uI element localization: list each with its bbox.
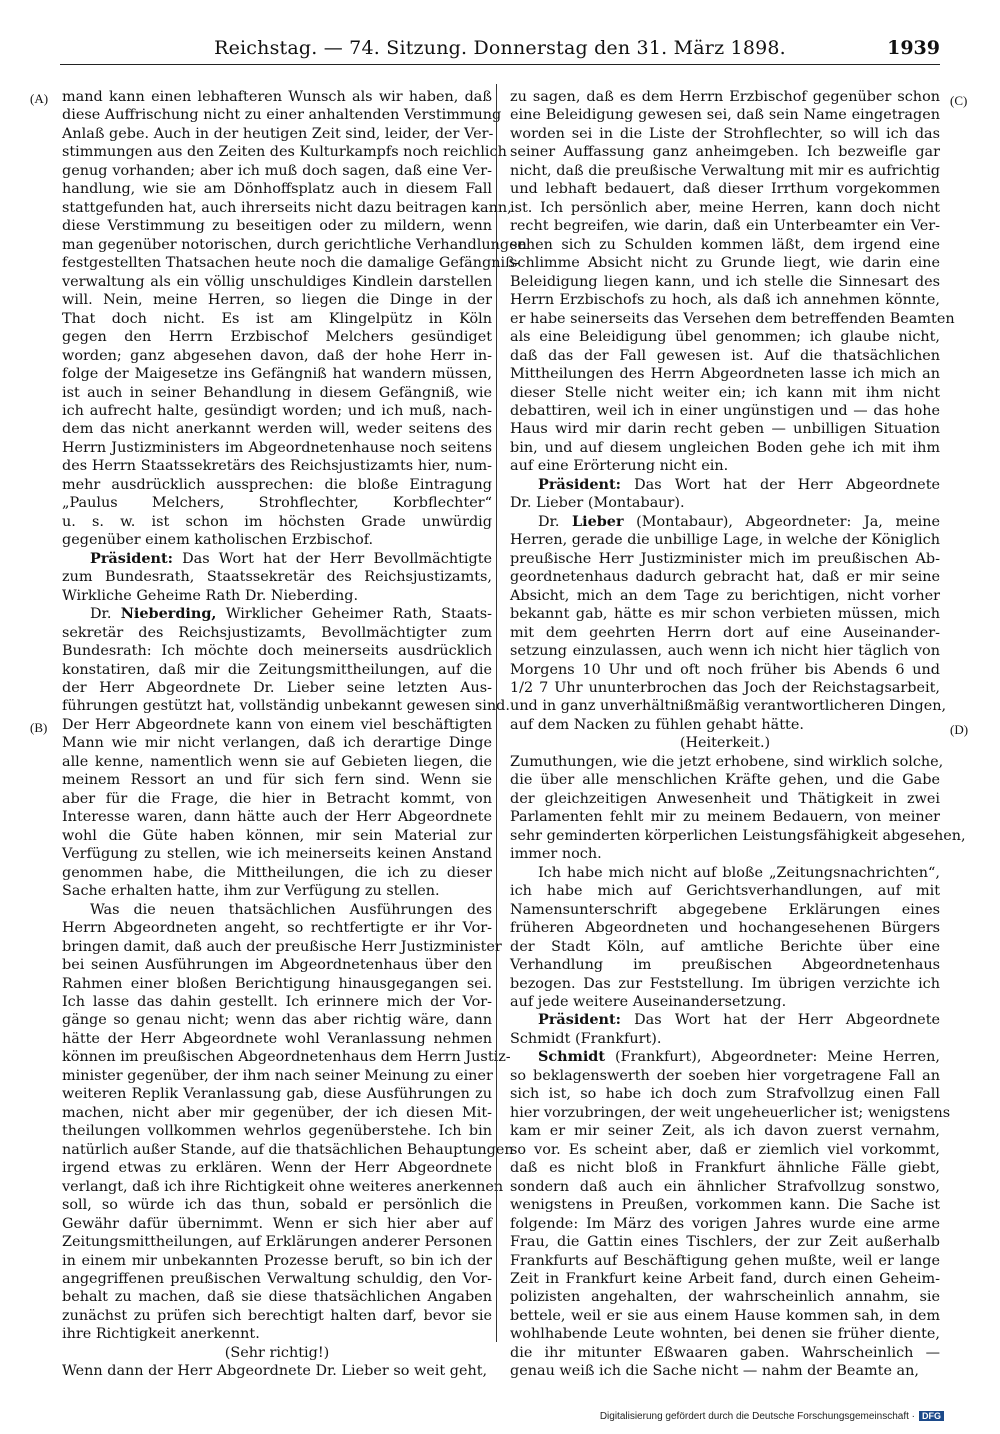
text-line: sehr geminderten körperlichen Leistungsfähigkeit abgesehen, (510, 827, 966, 844)
text-line: soll, so würde ich das thun, sobald er persönlich die (62, 1197, 492, 1214)
text-line: diese Verstimmung zu beseitigen oder zu mildern, wenn (62, 218, 492, 235)
text-line: des Herrn Staatssekretärs des Reichsjustizamts hier, num- (62, 458, 492, 475)
text-line: Gewähr dafür übernimmt. Wenn er sich hier aber auf (62, 1215, 492, 1232)
text-line: der gleichzeitigen Anwesenheit und Thätigkeit in zwei (510, 790, 940, 807)
text-line: Verhandlung im preußischen Abgeordnetenhaus (510, 957, 940, 974)
margin-marker-d: (D) (950, 722, 969, 737)
text-line: hier vorzubringen, der weit ungeheuerlicher ist; wenigstens (510, 1104, 951, 1121)
text-line: auf dem Nacken zu fühlen gehabt hätte. (510, 716, 804, 733)
text-line: führungen gestützt hat, vollständig unbekannt gewesen sind. (62, 698, 510, 715)
text-line: sich ist, so habe ich doch zum Strafvollzug einen Fall (510, 1086, 940, 1103)
text-line: zum Bundesrath, Staatssekretär des Reichsjustizamts, (62, 569, 492, 586)
text-line: verwaltung als ein völlig unschuldiges Kindlein darstellen (62, 273, 492, 290)
text-line: Zeitungsmittheilungen, auf Erklärungen anderer Personen (62, 1234, 492, 1251)
text-line: aber für die Frage, die hier in Betracht kommt, von (62, 790, 492, 807)
text-line: wohl die Güte haben können, mir sein Material zur (62, 827, 492, 844)
text-line: alle kenne, namentlich wenn sie auf Gebieten liegen, die (62, 753, 492, 770)
text-line: wohlhabende Leute wohnten, bei denen sie früher diente, (510, 1326, 940, 1343)
text-line: ich habe mich auf Gerichtsverhandlungen, auf mit (510, 883, 940, 900)
text-line: auf eine Erörterung nicht ein. (510, 458, 729, 475)
text-line: ist auch in seiner Behandlung in diesem Gefängniß, wie (62, 384, 492, 401)
text-line: ihre Richtigkeit anerkennt. (62, 1326, 260, 1343)
text-line: man gegenüber notorischen, durch gerichtliche Verhandlungen (62, 236, 527, 253)
text-line: die ihr mitunter Eßwaaren gaben. Wahrscheinlich — (510, 1344, 940, 1361)
text-line: sehen sich zu Schulden kommen läßt, dem irgend eine (510, 236, 940, 253)
margin-marker-c: (C) (950, 93, 968, 108)
text-line: Herrn Justizministers im Abgeordnetenhause noch seitens (62, 439, 492, 456)
text-line: Haus wird mir darin recht geben — unbilligen Situation (510, 421, 940, 438)
page-header-title: Reichstag. — 74. Sitzung. Donnerstag den 31. März 1898. (214, 37, 786, 59)
text-line: Dr. Nieberding, Wirklicher Geheimer Rath, Staats- (90, 605, 493, 623)
text-line: mehr ausdrücklich aussprechen: die bloße Eintragung (62, 476, 492, 493)
text-line: natürlich außer Stande, auf die thatsächlichen Behauptungen (62, 1141, 514, 1158)
text-line: bezogen. Das zur Feststellung. Im übrigen verzichte ich (510, 975, 940, 992)
text-line: Beleidigung liegen kann, und ich stelle die Sinnesart des (510, 273, 940, 290)
footer-credit (600, 1411, 944, 1422)
text-line: Wirkliche Geheime Rath Dr. Nieberding. (62, 587, 359, 604)
text-line: folge der Maigesetze ins Gefängniß hat wandern müssen, (62, 366, 492, 383)
text-line: Absicht, mich an dem Tage zu berichtigen, nicht vorher (510, 587, 940, 604)
text-line: Herrn Erzbischofs zu hoch, als daß ich annehmen könnte, (510, 292, 940, 309)
text-line: Der Herr Abgeordnete kann von einem viel beschäftigten (62, 716, 492, 733)
text-line: so vor. Es scheint aber, daß er ziemlich viel vorkommt, (510, 1141, 940, 1158)
text-line: handlung, wie sie am Dönhoffsplatz auch in diesem Fall (62, 181, 492, 198)
text-line: Schmidt (Frankfurt). (510, 1030, 662, 1047)
text-line: Rahmen einer bloßen Berichtigung hinausgegangen sei. (62, 975, 492, 992)
text-line: theilungen vollkommen wehrlos gegenüberstehe. Ich bin (62, 1123, 492, 1140)
text-line: dieser Stelle nicht weiter ein; ich kann mit ihm nicht (510, 384, 940, 401)
speaker-name: Schmidt (538, 1048, 606, 1066)
text-line: konstatiren, daß mir die Zeitungsmittheilungen, auf die (62, 661, 492, 678)
left-text-column (62, 88, 527, 1380)
text-line: Was die neuen thatsächlichen Ausführungen des (90, 901, 492, 918)
text-line: will. Nein, meine Herren, so liegen die Dinge in der (62, 292, 492, 309)
text-line: wenigstens in Preußen, vorkommen kann. Die Sache ist (510, 1197, 940, 1214)
text-line: und lebhaft bedauert, daß dieser Irrthum vorgekommen (510, 181, 940, 198)
margin-marker-b: (B) (30, 720, 48, 735)
text-line: bekannt gab, hätte es mir schon verbieten müssen, mich (510, 606, 940, 623)
text-line: Zeit in Frankfurt keine Arbeit fand, durch einen Geheim- (510, 1271, 940, 1287)
text-line: daß das der Fall gewesen ist. Auf die thatsächlichen (510, 347, 940, 364)
text-line: Dr. Lieber (Montabaur). (510, 495, 685, 512)
text-line: bin, und auf diesem ungleichen Boden gehe ich mit ihm (510, 439, 940, 456)
text-line: (Heiterkeit.) (679, 735, 771, 752)
text-line: Ich habe mich nicht auf bloße „Zeitungsnachrichten“, (538, 864, 940, 881)
right-text-column (510, 88, 966, 1380)
text-line: der Stadt Köln, auf amtliche Berichte über eine (510, 938, 940, 955)
text-line: immer noch. (510, 846, 602, 863)
text-line: „Paulus Melchers, Strohflechter, Korbflechter“ (62, 495, 492, 512)
text-line: verlangt, daß ich ihre Richtigkeit ohne weiteres anerkennen (62, 1178, 504, 1195)
speaker-name: Nieberding, (120, 605, 217, 623)
text-line: stimmungen aus den Zeiten des Kulturkampfs noch reichlich (62, 144, 507, 161)
text-line: folgende: Im März des vorigen Jahres wurde eine arme (510, 1215, 940, 1232)
margin-marker-a: (A) (30, 91, 49, 106)
text-line: als eine Beleidigung übel genommen; ich glaube nicht, (510, 329, 940, 346)
text-line: Ich lasse das dahin gestellt. Ich erinnere mich der Vor- (62, 993, 492, 1010)
footer-credit-text: Digitalisierung gefördert durch die Deutsche Forschungsgemeinschaft · (599, 1411, 915, 1422)
speaker-name: Präsident: (538, 1011, 621, 1029)
text-line: mand kann einen lebhafteren Wunsch als wir haben, daß (62, 89, 492, 105)
text-line: eine Beleidigung gewesen sei, daß sein Name eingetragen (510, 107, 940, 124)
text-line: kam er mir seiner Zeit, als ich davon zuerst vernahm, (510, 1123, 940, 1140)
text-line: That doch nicht. Es ist am Klingelpütz in Köln (62, 310, 492, 327)
text-line: die über alle menschlichen Kräfte gehen, und die Gabe (510, 772, 940, 789)
speaker-name: Präsident: (538, 475, 621, 493)
text-line: sekretär des Reichsjustizamts, Bevollmächtigter zum (62, 624, 492, 641)
text-line: geordnetenhaus dadurch gebracht hat, daß er mir seine (510, 569, 940, 586)
text-line: können im preußischen Abgeordnetenhaus dem Herrn Justiz- (62, 1049, 511, 1066)
text-line: angegriffenen preußischen Verwaltung schuldig, den Vor- (62, 1271, 492, 1287)
text-line: polizisten angehalten, der wahrscheinlich annahm, sie (510, 1289, 940, 1306)
text-line: seiner Auffassung ganz anheimgeben. Ich bezweifle gar (510, 144, 940, 161)
text-line: früheren Abgeordneten und hochangesehenen Bürgers (510, 920, 940, 937)
text-line: ist. Ich persönlich aber, meine Herren, kann doch nicht (510, 199, 940, 216)
text-line: machen, nicht aber mir gegenüber, der ich diesen Mit- (62, 1104, 492, 1121)
text-line: Mittheilungen des Herrn Abgeordneten lasse ich mich an (510, 366, 940, 383)
text-line: bringen damit, daß auch der preußische Herr Justizminister (62, 938, 502, 955)
text-line: recht begreifen, wie darin, daß ein Unterbeamter ein Ver- (510, 218, 940, 235)
page-number: 1939 (887, 37, 940, 59)
text-line: preußische Herr Justizminister mich im preußischen Ab- (510, 550, 940, 567)
text-line: Herrn Abgeordneten angeht, so rechtfertigte er ihr Vor- (62, 920, 492, 937)
text-line: ich aufrecht halte, gesündigt worden; und ich muß, nach- (62, 402, 492, 419)
text-line: Dr. Lieber (Montabaur), Abgeordneter: Ja, meine (538, 512, 940, 530)
text-line: Schmidt (Frankfurt), Abgeordneter: Meine Herren, (538, 1048, 940, 1066)
text-line: auf jede weitere Auseinandersetzung. (510, 993, 787, 1010)
text-line: Interesse waren, dann hätte auch der Herr Abgeordnete (62, 809, 492, 826)
text-line: debattiren, weil ich in einer ungünstigen und — das hohe (510, 402, 940, 419)
text-line: so beklagenswerth der soeben hier vorgetragene Fall an (510, 1067, 940, 1084)
text-line: der Herr Abgeordnete Dr. Lieber seine letzten Aus- (62, 680, 492, 696)
text-line: gänge so genau nicht; wenn das aber richtig wäre, dann (62, 1012, 492, 1029)
text-line: Frau, die Gattin eines Tischlers, der zur Zeit außerhalb (510, 1234, 940, 1251)
text-line: bettele, weil er sie aus einem Hause kommen sah, in dem (510, 1307, 940, 1324)
text-line: weiteren Replik Veranlassung gab, diese Ausführungen zu (62, 1086, 492, 1103)
text-line: genug vorhanden; aber ich muß doch sagen, daß eine Ver- (62, 162, 492, 179)
text-line: Sache erhalten hatte, ihm zur Verfügung zu stellen. (62, 883, 440, 900)
text-line: zunächst zu prüfen sich berechtigt halten darf, bevor sie (62, 1307, 492, 1324)
text-line: minister gegenüber, der ihm nach seiner Meinung zu einer (62, 1067, 493, 1084)
text-line: stattgefunden hat, auch ihrerseits nicht dazu beitragen kann, (62, 199, 512, 216)
text-line: daß es nicht bloß in Frankfurt ähnliche Fälle giebt, (510, 1160, 940, 1177)
text-line: irgend etwas zu erklären. Wenn der Herr Abgeordnete (62, 1160, 492, 1177)
text-line: schlimme Absicht nicht zu Grunde liegt, wie darin eine (510, 255, 940, 272)
text-line: behalt zu machen, daß sie diese thatsächlichen Angaben (62, 1289, 492, 1306)
text-line: sondern daß auch ein ähnlicher Strafvollzug sonstwo, (510, 1178, 940, 1195)
text-line: Morgens 10 Uhr und oft noch früher bis Abends 6 und (510, 661, 940, 678)
text-line: Anlaß gebe. Auch in der heutigen Zeit sind, leider, der Ver- (62, 125, 494, 142)
text-line: Parlamenten fehlt mir zu meinem Bedauern, von meiner (510, 809, 940, 826)
text-line: nicht, daß die preußische Verwaltung mit mir es aufrichtig (510, 162, 940, 179)
text-line: und in ganz unverhältnißmäßig verantwortlicheren Dingen, (510, 698, 947, 715)
speaker-name: Präsident: (90, 549, 173, 567)
text-line: Präsident: Das Wort hat der Herr Abgeordnete (538, 475, 940, 493)
text-line: Namensunterschrift abgegebene Erklärungen eines (510, 901, 940, 918)
text-line: setzung einzulassen, auch wenn ich nicht hier täglich von (510, 643, 940, 660)
running-header (60, 34, 940, 65)
text-line: Präsident: Das Wort hat der Herr Bevollmächtigte (90, 549, 492, 567)
dfg-logo: DFG (919, 1411, 944, 1421)
text-line: Verfügung zu stellen, wie ich meinerseits keinen Anstand (62, 846, 492, 863)
text-line: Zumuthungen, wie die jetzt erhobene, sind wirklich solche, (510, 753, 944, 770)
text-line: festgestellten Thatsachen heute noch die damalige Gefängniß- (62, 255, 520, 272)
text-line: diese Auffrischung nicht zu einer anhaltenden Verstimmung (62, 107, 502, 124)
text-line: zu sagen, daß es dem Herrn Erzbischof gegenüber schon (510, 89, 940, 105)
text-line: genommen habe, die Mittheilungen, die ich zu dieser (62, 864, 492, 881)
text-line: gegenüber einem katholischen Erzbischof. (62, 532, 374, 549)
text-line: Mann wie mir nicht verlangen, daß ich derartige Dinge (62, 735, 492, 752)
text-line: er habe seinerseits das Versehen dem betreffenden Beamten (510, 310, 955, 327)
text-line: Bundesrath: Ich möchte doch meinerseits ausdrücklich (62, 643, 492, 660)
text-line: hätte der Herr Abgeordnete wohl Veranlassung nehmen (62, 1030, 492, 1047)
text-line: genau weiß ich die Sache nicht — nahm der Beamte an, (510, 1363, 919, 1380)
text-line: worden sei in die Liste der Strohflechter, so will ich das (510, 125, 940, 142)
text-line: dem das nicht anerkannt werden will, weder seitens des (62, 421, 492, 438)
text-line: worden; ganz abgesehen davon, daß der hohe Herr in- (62, 347, 492, 364)
text-line: in einem mir unbekannten Prozesse beruft, so bin ich der (62, 1252, 492, 1269)
text-line: Präsident: Das Wort hat der Herr Abgeordnete (538, 1011, 940, 1029)
text-line: 1/2 7 Uhr ununterbrochen das Joch der Reichstagsarbeit, (510, 680, 940, 696)
speaker-name: Lieber (572, 512, 624, 530)
text-line: (Sehr richtig!) (224, 1344, 330, 1361)
text-line: Frankfurts auf Beschäftigung gehen mußte, weil er lange (510, 1252, 940, 1269)
text-line: bei seinen Ausführungen im Abgeordnetenhaus über den (62, 957, 492, 974)
text-line: u. s. w. ist schon im höchsten Grade unwürdig (62, 513, 492, 530)
text-line: mit dem geehrten Herrn dort auf eine Auseinander- (510, 624, 940, 641)
text-line: Wenn dann der Herr Abgeordnete Dr. Lieber so weit geht, (62, 1363, 488, 1380)
text-line: meinem Ressort an und für sich fern sind. Wenn sie (62, 772, 492, 789)
text-line: Herren, gerade die unbillige Lage, in welche der Königlich (510, 532, 940, 549)
text-line: gegen den Herrn Erzbischof Melchers gesündiget (62, 329, 492, 346)
column-divider (496, 84, 497, 1342)
